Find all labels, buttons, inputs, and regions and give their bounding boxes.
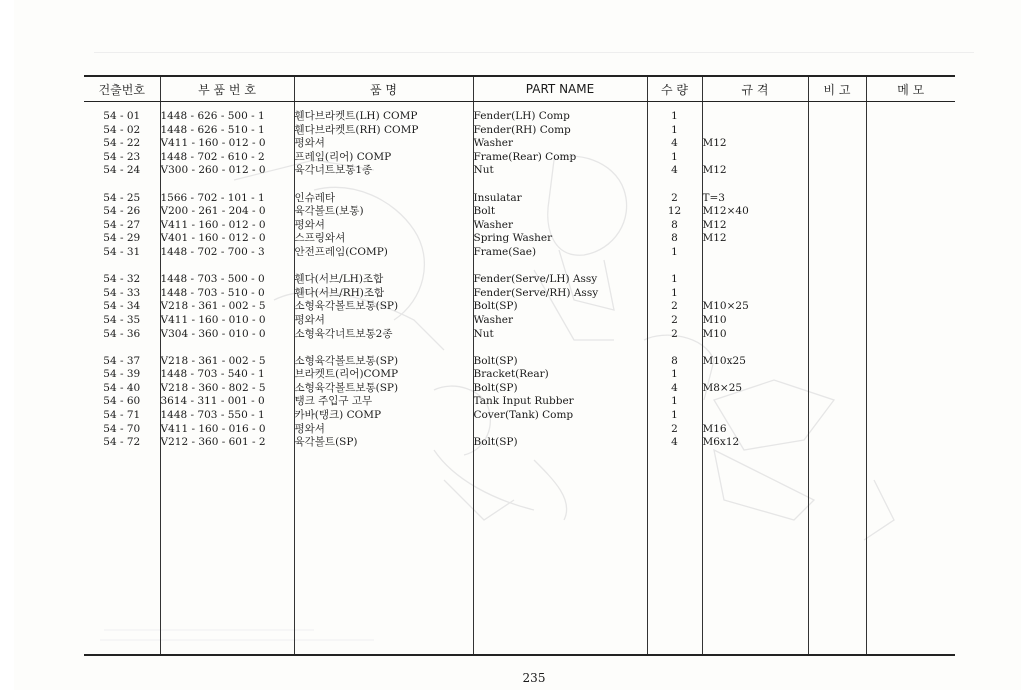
part-no-column [160,102,294,656]
spec-cell [703,395,808,409]
ref-no-cell: 54 - 39 [103,368,141,381]
korean-name-cell: 카바(탱크) COMP [294,409,382,422]
qty-cell: 2 [671,191,678,204]
korean-name-cell: 스프링와셔 [294,232,346,245]
part-no-cell: 3614 - 311 - 001 - 0 [160,395,265,408]
spec-cell [703,287,808,301]
ref-no-cell: 54 - 72 [103,436,141,449]
spec-cell: M10 [702,313,727,326]
spec-cell [703,246,808,260]
qty-cell: 1 [671,409,678,422]
korean-name-cell: 육각볼트(보통) [294,205,364,218]
spec-cell: M12 [702,137,727,150]
qty-cell: 1 [671,368,678,381]
part-no-cell: V411 - 160 - 012 - 0 [160,218,266,231]
qty-cell: 4 [671,137,678,150]
spec-cell: M12×40 [702,205,749,218]
korean-name-cell: 소형육각너트보통2종 [294,327,393,340]
spec-column [702,102,808,656]
part-no-cell: 1448 - 626 - 500 - 1 [160,110,265,122]
qty-cell: 8 [671,354,678,367]
korean-name-cell: 휀다(서브/RH)조합 [294,286,385,299]
qty-cell: 12 [667,205,682,218]
qty-cell: 2 [671,300,678,313]
qty-cell: 2 [671,422,678,435]
part-name-cell: Fender(Serve/LH) Assy [473,273,598,286]
part-name-cell: Bracket(Rear) [473,368,549,381]
part-name-cell: Bolt(SP) [473,354,518,367]
ref-no-column [84,102,160,656]
spec-cell: M12 [702,218,727,231]
part-name-cell: Bolt [473,205,496,218]
qty-cell: 1 [671,286,678,299]
spec-cell [703,151,808,165]
part-name-cell: Frame(Rear) Comp [473,150,577,163]
qty-cell: 8 [671,218,678,231]
spec-cell: M10x25 [702,354,746,367]
ref-no-cell: 54 - 34 [103,300,141,313]
table-body-row [84,102,955,656]
part-name-cell: Nut [473,327,494,340]
part-name-cell: Nut [473,164,494,177]
part-no-cell: V300 - 260 - 012 - 0 [160,164,266,177]
ref-no-cell: 54 - 24 [103,164,141,177]
korean-name-cell: 안전프레임(COMP) [294,245,388,258]
part-name-cell: Bolt(SP) [473,381,518,394]
korean-name-cell: 프레임(리어) COMP [294,150,392,163]
part-name-cell: Washer [473,313,514,326]
part-no-cell: 1448 - 703 - 540 - 1 [160,368,265,381]
spec-cell [703,110,808,124]
ref-no-cell: 54 - 26 [103,205,141,218]
header-part-no: 부 품 번 호 [160,76,294,102]
korean-name-cell: 육각볼트(SP) [294,436,358,449]
part-name-cell: Spring Washer [473,232,553,245]
part-no-cell: V411 - 160 - 012 - 0 [160,137,266,150]
part-no-cell: V218 - 361 - 002 - 5 [160,354,266,367]
ref-no-cell: 54 - 70 [103,422,141,435]
ref-no-cell: 54 - 27 [103,218,141,231]
header-memo: 메 모 [866,76,955,102]
ref-no-cell: 54 - 33 [103,286,141,299]
spec-cell: M16 [702,422,727,435]
korean-name-cell: 평와셔 [294,218,325,231]
korean-name-cell: 탱크 주입구 고무 [294,395,373,408]
qty-cell: 1 [671,245,678,258]
part-name-cell: Washer [473,218,514,231]
part-name-cell: Fender(LH) Comp [473,110,570,122]
ref-no-cell: 54 - 29 [103,232,141,245]
table-header-row [84,76,955,102]
ref-no-cell: 54 - 22 [103,137,141,150]
qty-column [647,102,702,656]
qty-cell: 1 [671,395,678,408]
korean-name-cell: 소형육각볼트보통(SP) [294,354,399,367]
part-no-cell: V218 - 360 - 802 - 5 [160,381,266,394]
part-no-cell: 1566 - 702 - 101 - 1 [160,191,265,204]
part-no-cell: 1448 - 626 - 510 - 1 [160,123,265,136]
part-name-cell: Bolt(SP) [473,300,518,313]
korean-name-cell: 육각너트보통1종 [294,164,373,177]
part-no-cell: 1448 - 702 - 610 - 2 [160,150,265,163]
header-qty: 수 량 [647,76,702,102]
qty-cell: 1 [671,110,678,122]
part-name-cell: Fender(Serve/RH) Assy [473,286,599,299]
qty-cell: 4 [671,381,678,394]
qty-cell: 1 [671,123,678,136]
parts-list-table [84,75,955,656]
remarks-column [808,102,866,656]
spec-cell [703,273,808,287]
part-no-cell: V200 - 261 - 204 - 0 [160,205,266,218]
qty-cell: 2 [671,313,678,326]
ref-no-cell: 54 - 35 [103,313,141,326]
ref-no-cell: 54 - 60 [103,395,141,408]
header-ref-no: 건출번호 [84,76,160,102]
header-korean-name: 품 명 [294,76,473,102]
header-remarks: 비 고 [808,76,866,102]
ref-no-cell: 54 - 25 [103,191,141,204]
qty-cell: 1 [671,273,678,286]
korean-name-cell: 휀다(서브/LH)조합 [294,273,384,286]
spec-cell: M12 [702,232,727,245]
ref-no-cell: 54 - 23 [103,150,141,163]
qty-cell: 1 [671,150,678,163]
korean-name-cell: 휀다브라켓트(RH) COMP [294,123,419,136]
spec-cell: M10 [702,327,727,340]
part-no-cell: V304 - 360 - 010 - 0 [160,327,266,340]
spec-cell: M8×25 [702,381,743,394]
qty-cell: 4 [671,436,678,449]
part-name-cell: Insulatar [473,191,522,204]
korean-name-cell: 평와셔 [294,422,325,435]
header-spec: 규 격 [702,76,808,102]
spec-cell [703,368,808,382]
part-name-cell: Cover(Tank) Comp [473,409,574,422]
part-name-cell: Bolt(SP) [473,436,518,449]
korean-name-cell: 브라켓트(리어)COMP [294,368,399,381]
korean-name-cell: 평와셔 [294,137,325,150]
part-no-cell: 1448 - 702 - 700 - 3 [160,245,265,258]
part-no-cell: V212 - 360 - 601 - 2 [160,436,266,449]
part-name-cell: Washer [473,137,514,150]
part-no-cell: V411 - 160 - 016 - 0 [160,422,266,435]
qty-cell: 8 [671,232,678,245]
part-no-cell: V401 - 160 - 012 - 0 [160,232,266,245]
spec-cell: M12 [702,164,727,177]
memo-column [866,102,955,656]
page-number: 235 [522,671,546,685]
part-no-cell: 1448 - 703 - 510 - 0 [160,286,265,299]
spec-cell: M6x12 [702,436,740,449]
ref-no-cell: 54 - 02 [103,123,141,136]
korean-name-cell: 소형육각볼트보통(SP) [294,381,399,394]
header-part-name: PART NAME [473,76,647,102]
spec-cell [703,409,808,423]
ref-no-cell: 54 - 40 [103,381,141,394]
part-no-cell: 1448 - 703 - 500 - 0 [160,273,265,286]
part-name-cell: Fender(RH) Comp [473,123,571,136]
ref-no-cell: 54 - 32 [103,273,141,286]
spec-cell: M10×25 [702,300,749,313]
korean-name-column [294,102,473,656]
part-name-column [473,102,647,656]
part-no-cell: V411 - 160 - 010 - 0 [160,313,266,326]
qty-cell: 2 [671,327,678,340]
qty-cell: 4 [671,164,678,177]
part-name-cell [474,423,647,437]
part-name-cell: Frame(Sae) [473,245,537,258]
spec-cell: T=3 [702,191,725,204]
ref-no-cell: 54 - 36 [103,327,141,340]
ref-no-cell: 54 - 31 [103,245,141,258]
ref-no-cell: 54 - 71 [103,409,141,422]
ref-no-cell: 54 - 01 [103,110,141,122]
korean-name-cell: 휀다브라켓트(LH) COMP [294,110,418,122]
part-name-cell: Tank Input Rubber [473,395,574,408]
spec-cell [703,124,808,138]
korean-name-cell: 평와셔 [294,313,325,326]
part-no-cell: 1448 - 703 - 550 - 1 [160,409,265,422]
ref-no-cell: 54 - 37 [103,354,141,367]
part-no-cell: V218 - 361 - 002 - 5 [160,300,266,313]
korean-name-cell: 인슈레타 [294,191,336,204]
korean-name-cell: 소형육각볼트보통(SP) [294,300,399,313]
